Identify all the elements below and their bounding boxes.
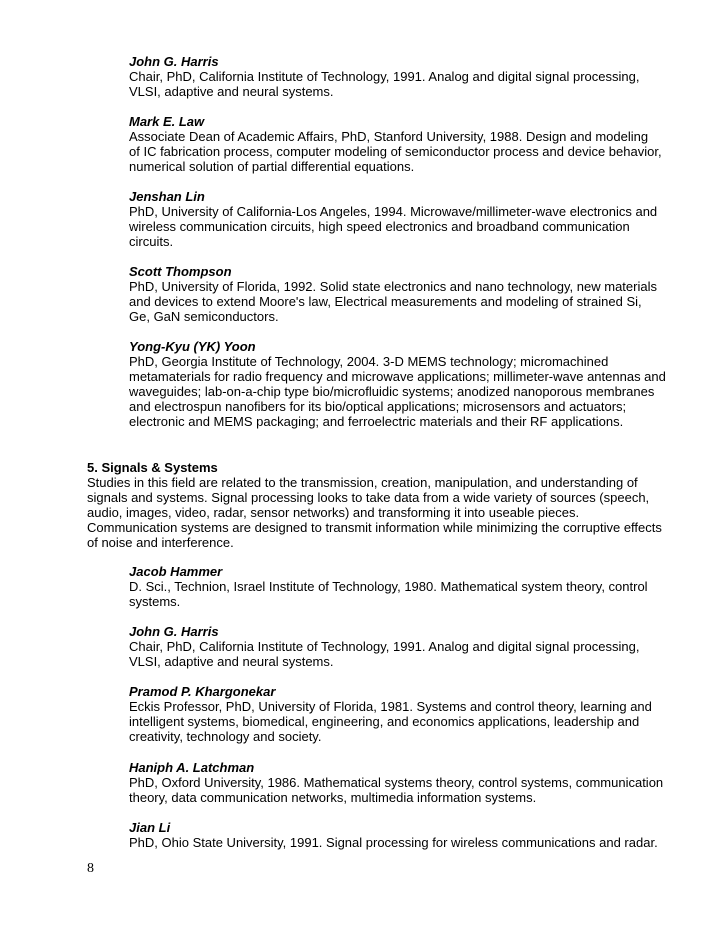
faculty-description: PhD, Ohio State University, 1991. Signal processing for wireless communications and radar. — [129, 835, 658, 850]
faculty-description: PhD, University of California-Los Angeles, 1994. Microwave/millimeter-wave electronics and wireless communication circuits, high speed electronics and broadband communication circuits. — [129, 204, 658, 249]
faculty-name: Yong-Kyu (YK) Yoon — [129, 339, 256, 354]
faculty-name: Jian Li — [129, 820, 171, 835]
faculty-entry — [129, 760, 689, 805]
faculty-name: John G. Harris — [129, 54, 219, 69]
faculty-name: Jacob Hammer — [129, 564, 223, 579]
faculty-entry — [129, 684, 689, 744]
faculty-description: PhD, Oxford University, 1986. Mathematical systems theory, control systems, communication theory, data communication networks, multimedia information systems. — [129, 775, 664, 805]
faculty-entry — [129, 564, 689, 609]
section-signals-systems — [87, 460, 687, 550]
faculty-description: Associate Dean of Academic Affairs, PhD, Stanford University, 1988. Design and modeling of IC fabrication process, computer modeling of semiconductor process and device behavior, numerical solution of partial differential equations. — [129, 129, 662, 174]
page-number: 8 — [87, 861, 94, 876]
faculty-entry — [129, 189, 689, 249]
faculty-entry — [129, 54, 689, 99]
faculty-description: PhD, Georgia Institute of Technology, 2004. 3-D MEMS technology; micromachined metamaterials for radio frequency and microwave applications; millimeter-wave antennas and waveguides; lab-on-a-chip type bio/microfluidic systems; anodized nanoporous membranes and electrospun nanofibers for its bio/optical applications; microsensors and actuators; electronic and MEMS packaging; and ferroelectric materials and their RF applications. — [129, 354, 666, 429]
faculty-description: Eckis Professor, PhD, University of Florida, 1981. Systems and control theory, learning and intelligent systems, biomedical, engineering, and economics applications, leadership and creativity, technology and society. — [129, 699, 652, 744]
faculty-description: D. Sci., Technion, Israel Institute of Technology, 1980. Mathematical system theory, control systems. — [129, 579, 648, 609]
faculty-name: Jenshan Lin — [129, 189, 205, 204]
faculty-description: Chair, PhD, California Institute of Technology, 1991. Analog and digital signal processing, VLSI, adaptive and neural systems. — [129, 69, 640, 99]
section-title: 5. Signals & Systems — [87, 460, 218, 475]
faculty-name: Scott Thompson — [129, 264, 232, 279]
faculty-entry — [129, 264, 689, 324]
section-body: Studies in this field are related to the transmission, creation, manipulation, and understanding of signals and systems. Signal processing looks to take data from a wide variety of sources (speech, audio, images, video, radar, sensor networks) and transforming it into useable pieces. Communication systems are designed to transmit information while minimizing the corruptive effects of noise and interference. — [87, 475, 662, 550]
faculty-entry — [129, 114, 689, 174]
faculty-entry — [129, 624, 689, 669]
faculty-description: Chair, PhD, California Institute of Technology, 1991. Analog and digital signal processing, VLSI, adaptive and neural systems. — [129, 639, 640, 669]
faculty-entry — [129, 820, 689, 850]
faculty-name: Haniph A. Latchman — [129, 760, 255, 775]
faculty-name: Mark E. Law — [129, 114, 205, 129]
faculty-description: PhD, University of Florida, 1992. Solid state electronics and nano technology, new materials and devices to extend Moore's law, Electrical measurements and modeling of strained Si, Ge, GaN semiconductors. — [129, 279, 657, 324]
faculty-entry — [129, 339, 689, 429]
faculty-name: Pramod P. Khargonekar — [129, 684, 276, 699]
faculty-name: John G. Harris — [129, 624, 219, 639]
